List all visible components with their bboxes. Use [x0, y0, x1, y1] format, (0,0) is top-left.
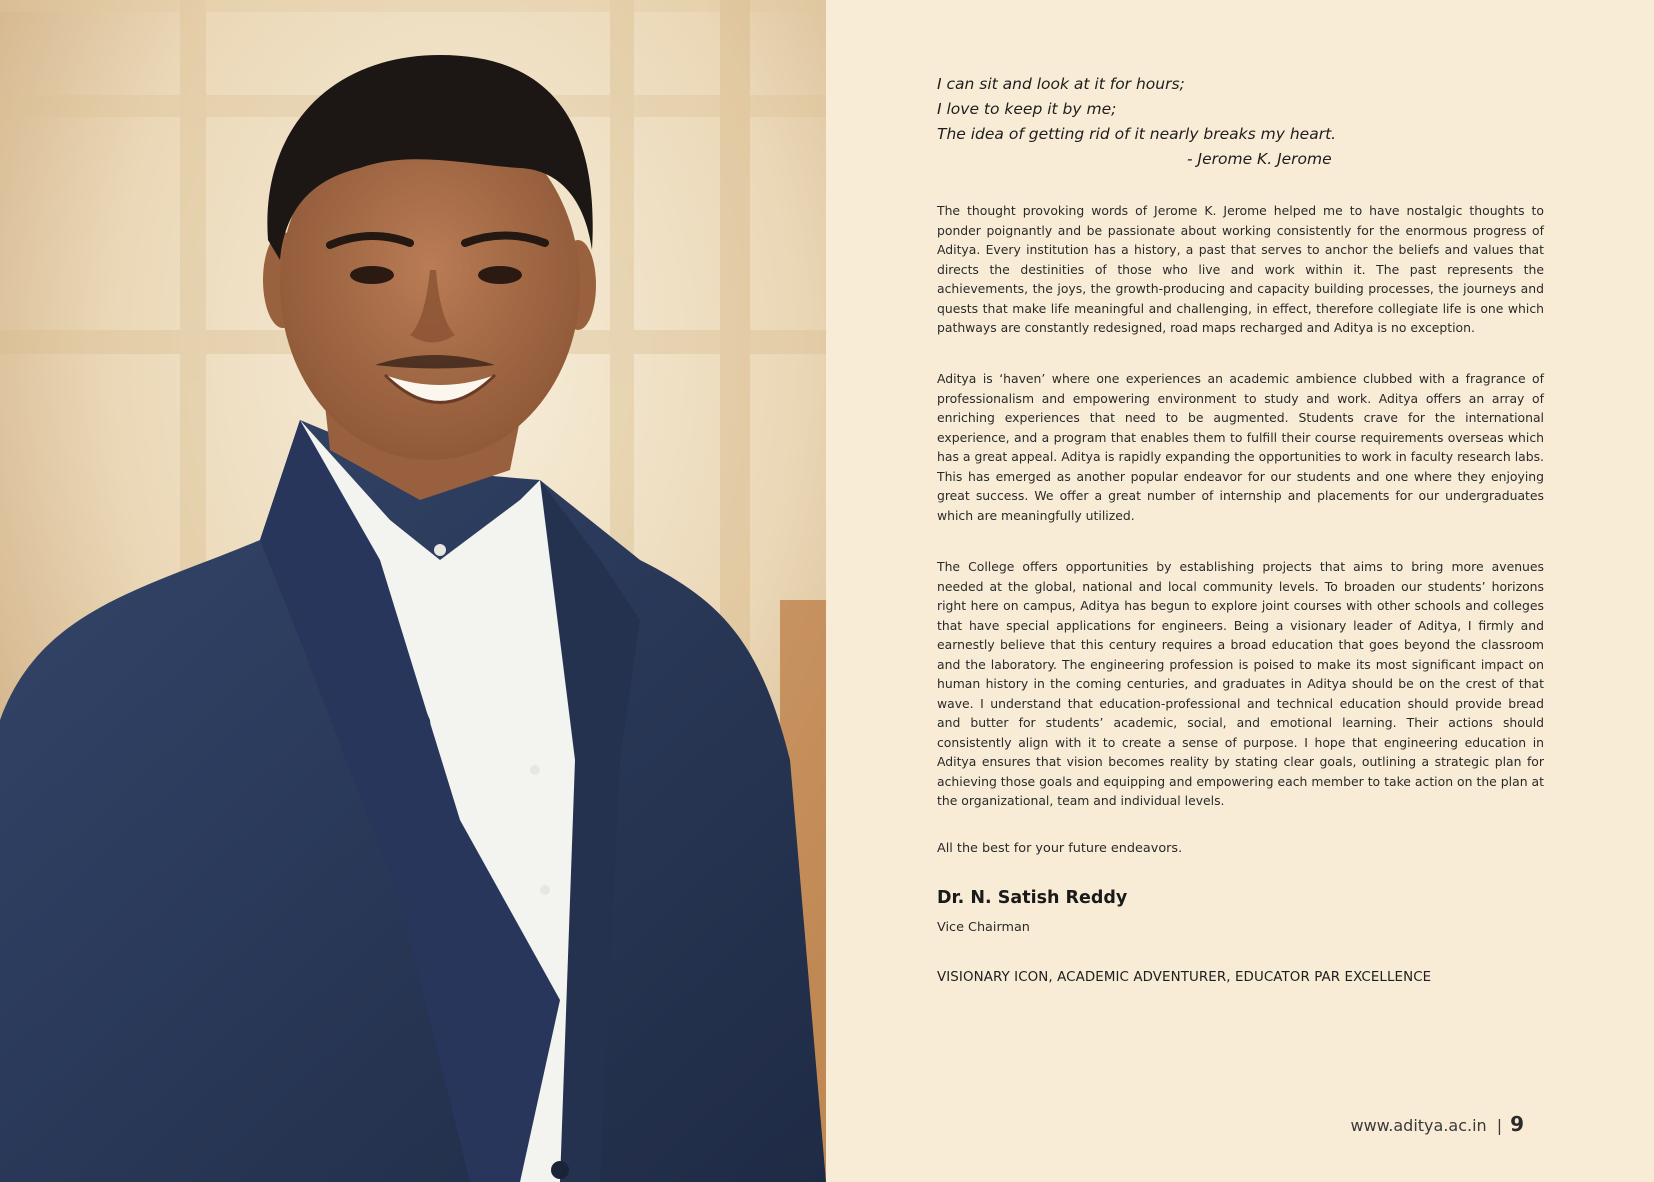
- message-page: [826, 0, 1654, 1182]
- blazer-button: [551, 1161, 569, 1179]
- shirt-button: [434, 544, 446, 556]
- tagline: VISIONARY ICON, ACADEMIC ADVENTURER, EDUCATOR PAR EXCELLENCE: [937, 970, 1432, 985]
- page-footer: [1351, 1112, 1525, 1136]
- closing-line: All the best for your future endeavors.: [937, 841, 1183, 856]
- epigraph-quote: [937, 72, 1397, 172]
- quote-line: The idea of getting rid of it nearly breaks my heart.: [937, 125, 1337, 143]
- shirt-button: [530, 765, 540, 775]
- paragraph-1: The thought provoking words of Jerome K. Jerome helped me to have nostalgic thoughts to ponder poignantly and be passionate about working consistently for the enormous progress of Aditya. Every institution has a history, a past that serves to anchor the beliefs and values that directs the destinities of those who live and work within it. The past represents the achievements, the joys, the growth-producing and capacity building processes, the journeys and quests that make life meaningful and challenging, in effect, therefore collegiate life is one which pathways are constantly redesigned, road maps recharged and Aditya is no exception.: [937, 203, 1544, 335]
- quote-author: - Jerome K. Jerome: [1187, 150, 1332, 168]
- quote-line: I love to keep it by me;: [937, 100, 1117, 118]
- portrait-illustration: [0, 0, 826, 1182]
- signatory-title: Vice Chairman: [937, 920, 1030, 935]
- quote-line: I can sit and look at it for hours;: [937, 75, 1185, 93]
- left-eye: [350, 266, 394, 284]
- paragraph-3: The College offers opportunities by establishing projects that aims to bring more avenues needed at the global, national and local community levels. To broaden our students’ horizons right here on campus, Aditya has begun to explore joint courses with other schools and colleges that have special applications for engineers. Being a visionary leader of Aditya, I firmly and earnestly believe that this century requires a broad education that goes beyond the classroom and the laboratory. The engineering profession is poised to make its most significant impact on human history in the coming centuries, and graduates in Aditya should be on the crest of that wave. I understand that education-professional and technical education should provide bread and butter for students’ academic, social, and emotional learning. Their actions should consistently align with it to create a sense of purpose. I hope that engineering education in Aditya ensures that vision becomes reality by stating clear goals, outlining a strategic plan for achieving those goals and equipping and empowering each member to take action on the plan at the organizational, team and individual levels.: [937, 559, 1544, 808]
- portrait-photo: [0, 0, 826, 1182]
- signatory-name: Dr. N. Satish Reddy: [937, 888, 1128, 908]
- footer-separator: |: [1496, 1116, 1503, 1135]
- paragraph-2: Aditya is ‘haven’ where one experiences an academic ambience clubbed with a fragrance of professionalism and empowering environment to study and work. Aditya offers an array of enriching experiences that need to be augmented. Students crave for the international experience, and a program that enables them to fulfill their course requirements overseas which has a great appeal. Aditya is rapidly expanding the opportunities to work in faculty research labs. This has emerged as another popular endeavor for our students and one where they enjoying great success. We offer a great number of internship and placements for our undergraduates which are meaningfully utilized.: [937, 371, 1544, 523]
- website-url: www.aditya.ac.in: [1350, 1116, 1487, 1135]
- shirt-button: [540, 885, 550, 895]
- right-eye: [478, 266, 522, 284]
- page-number: 9: [1510, 1112, 1524, 1136]
